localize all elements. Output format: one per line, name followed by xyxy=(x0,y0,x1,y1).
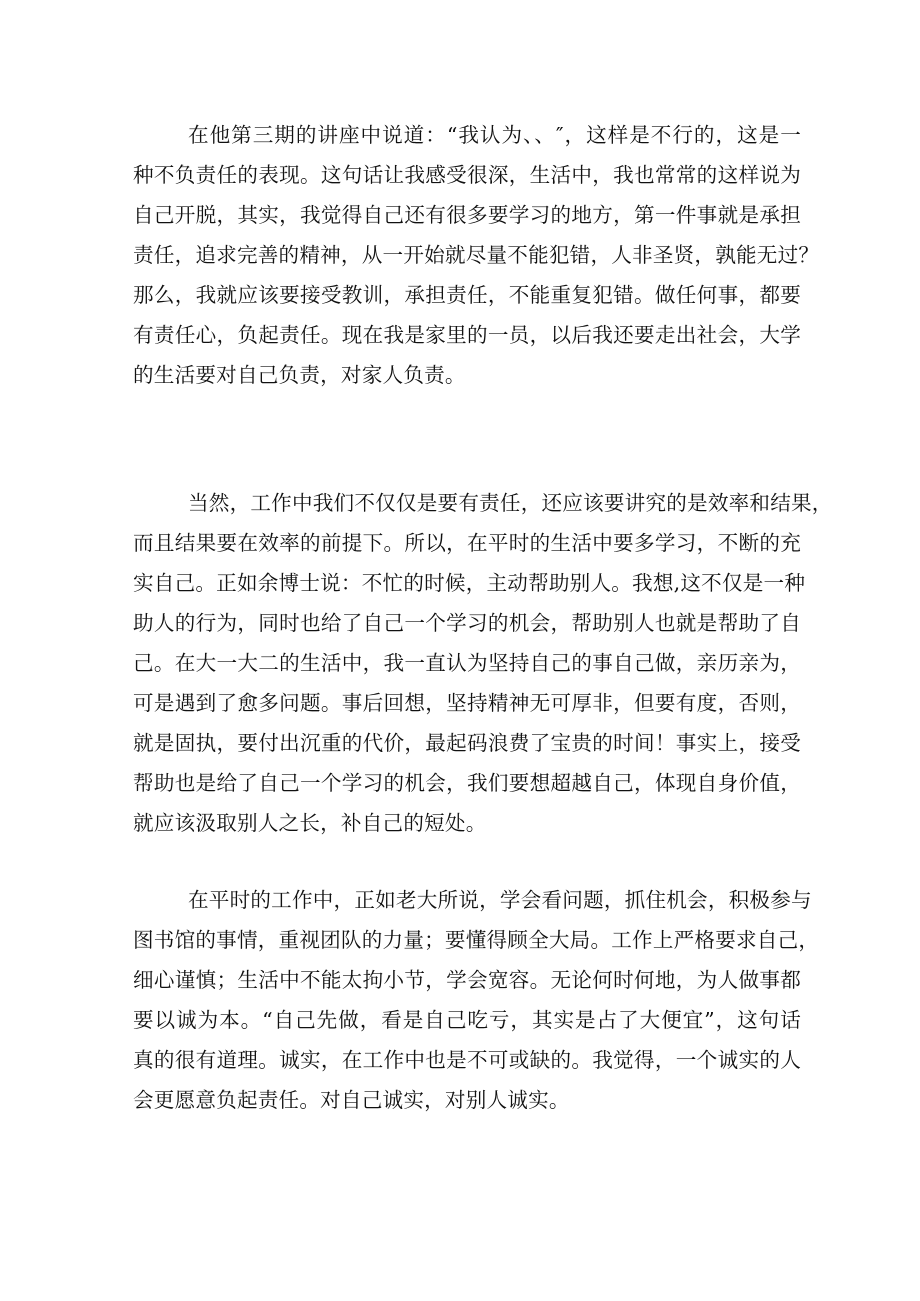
paragraph-line: 自己开脱，其实，我觉得自己还有很多要学习的地方，第一件事就是承担 xyxy=(133,203,801,227)
paragraph-line: 会更愿意负起责任。对自己诚实，对别人诚实。 xyxy=(133,1088,570,1112)
paragraph-line: 在平时的工作中，正如老大所说，学会看问题，抓住机会，积极参与 xyxy=(188,888,812,912)
paragraph-line: 而且结果要在效率的前提下。所以，在平时的生活中要多学习，不断的充 xyxy=(133,531,801,555)
paragraph-line: 要以诚为本。“自己先做，看是自己吃亏，其实是占了大便宜”，这句话 xyxy=(133,1008,801,1032)
paragraph-line: 图书馆的事情，重视团队的力量；要懂得顾全大局。工作上严格要求自己， xyxy=(133,928,820,952)
paragraph-2 xyxy=(133,483,833,843)
paragraph-line: 真的很有道理。诚实，在工作中也是不可或缺的。我觉得，一个诚实的人 xyxy=(133,1048,801,1072)
paragraph-1 xyxy=(133,115,820,395)
paragraph-line: 助人的行为，同时也给了自己一个学习的机会，帮助别人也就是帮助了自 xyxy=(133,611,801,635)
paragraph-line: 责任，追求完善的精神，从一开始就尽量不能犯错，人非圣贤，孰能无过？ xyxy=(133,243,820,267)
paragraph-line: 当然，工作中我们不仅仅是要有责任，还应该要讲究的是效率和结果， xyxy=(188,491,833,515)
paragraph-line: 帮助也是给了自己一个学习的机会，我们要想超越自己，体现自身价值， xyxy=(133,771,801,795)
paragraph-line: 在他第三期的讲座中说道：“我认为、、″，这样是不行的，这是一 xyxy=(188,123,801,147)
paragraph-line: 实自己。正如余博士说：不忙的时候，主动帮助别人。我想,这不仅是一种 xyxy=(133,571,806,595)
paragraph-line: 可是遇到了愈多问题。事后回想，坚持精神无可厚非，但要有度，否则， xyxy=(133,691,801,715)
paragraph-line: 有责任心，负起责任。现在我是家里的一员，以后我还要走出社会，大学 xyxy=(133,323,801,347)
paragraph-line: 的生活要对自己负责，对家人负责。 xyxy=(133,363,466,387)
paragraph-line: 己。在大一大二的生活中，我一直认为坚持自己的事自己做，亲历亲为， xyxy=(133,651,801,675)
paragraph-line: 细心谨慎；生活中不能太拘小节，学会宽容。无论何时何地，为人做事都 xyxy=(133,968,801,992)
paragraph-line: 种不负责任的表现。这句话让我感受很深，生活中，我也常常的这样说为 xyxy=(133,163,801,187)
paragraph-3 xyxy=(133,880,820,1120)
paragraph-line: 就是固执，要付出沉重的代价，最起码浪费了宝贵的时间！事实上，接受 xyxy=(133,731,801,755)
paragraph-line: 就应该汲取别人之长，补自己的短处。 xyxy=(133,811,487,835)
paragraph-line: 那么，我就应该要接受教训，承担责任，不能重复犯错。做任何事，都要 xyxy=(133,283,801,307)
